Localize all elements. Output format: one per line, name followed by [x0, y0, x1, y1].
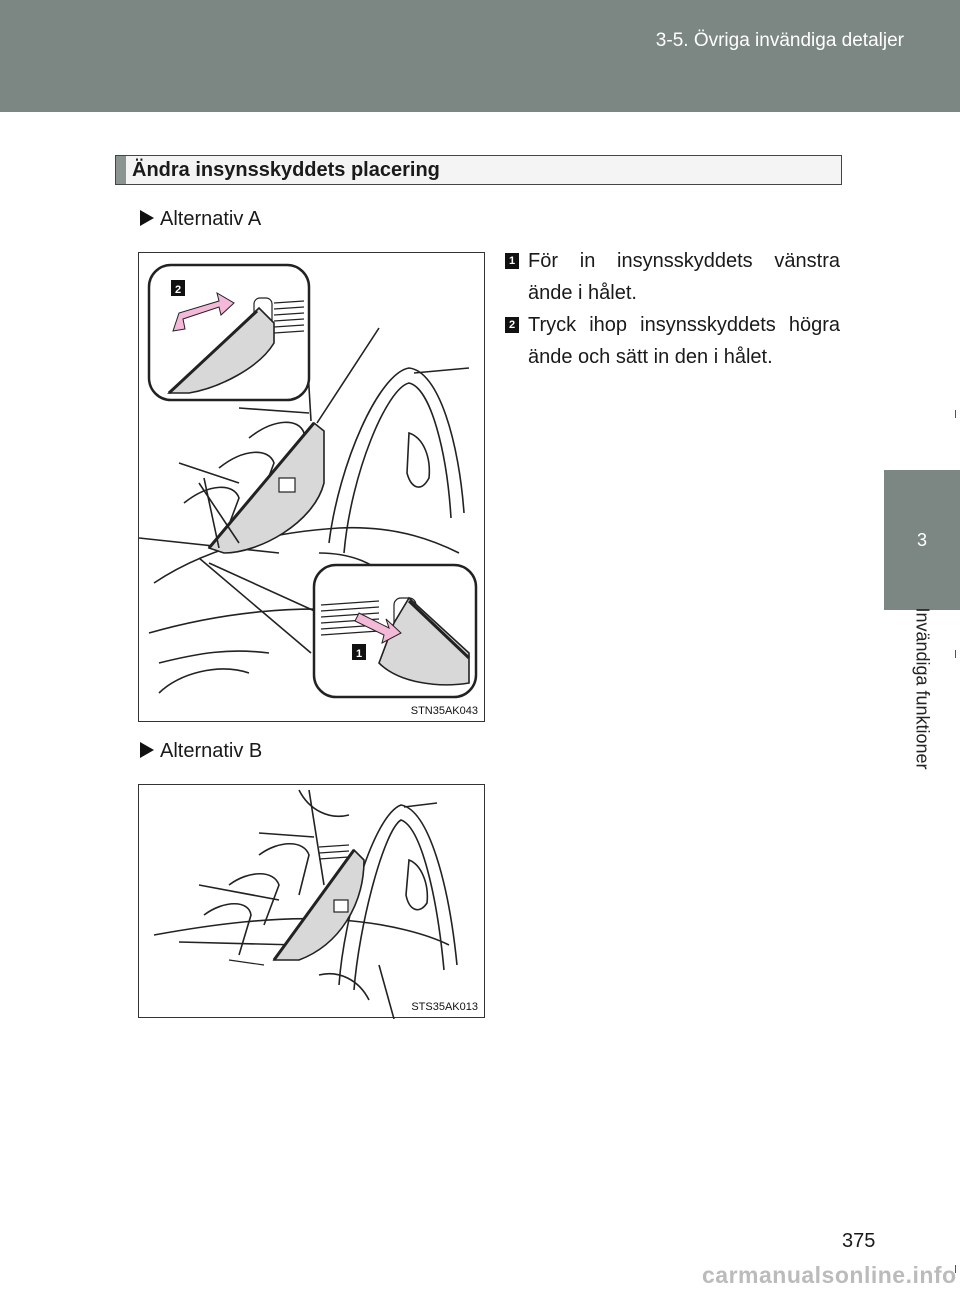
- figure-alternative-a: [138, 252, 485, 722]
- header-title: 3-5. Övriga invändiga detaljer: [655, 30, 904, 51]
- page-number: 375: [842, 1230, 876, 1252]
- figure-code-b: STS35AK013: [411, 1001, 478, 1013]
- crop-mark: [955, 410, 956, 418]
- figure-code-a: STN35AK043: [410, 705, 478, 717]
- step-number-badge-2: 2: [505, 317, 519, 333]
- section-accent-strip: [116, 156, 126, 184]
- alternative-b-heading: [140, 740, 262, 763]
- chapter-number: 3: [916, 530, 927, 550]
- alternative-a-heading: [140, 208, 261, 231]
- figure-alternative-b: [138, 784, 485, 1018]
- alternative-a-label: Alternativ A: [160, 208, 262, 230]
- triangle-bullet-icon: [140, 210, 154, 226]
- step-1: [505, 245, 840, 309]
- step-text-1: För in insynsskyddets vänstra ände i hålet.: [528, 250, 840, 304]
- crop-mark: [955, 650, 956, 658]
- chapter-title-vertical: [902, 598, 942, 798]
- callout-number-1: 1: [355, 648, 363, 660]
- page-header: [0, 0, 960, 112]
- alternative-b-label: Alternativ B: [160, 740, 263, 762]
- step-text-2: Tryck ihop insynsskyddets högra ände och sätt in den i hålet.: [528, 314, 840, 368]
- car-trunk-illustration-a: [139, 253, 486, 723]
- section-title: Ändra insynsskyddets placering: [132, 159, 440, 181]
- section-title-bar: [115, 155, 842, 185]
- step-2: [505, 309, 840, 373]
- step-number-badge-1: 1: [505, 253, 519, 269]
- callout-number-2: 2: [174, 284, 182, 296]
- chapter-title: Invändiga funktioner: [912, 607, 933, 770]
- footer-watermark: carmanualsonline.info: [702, 1262, 957, 1288]
- car-trunk-illustration-b: [139, 785, 486, 1019]
- triangle-bullet-icon: [140, 742, 154, 758]
